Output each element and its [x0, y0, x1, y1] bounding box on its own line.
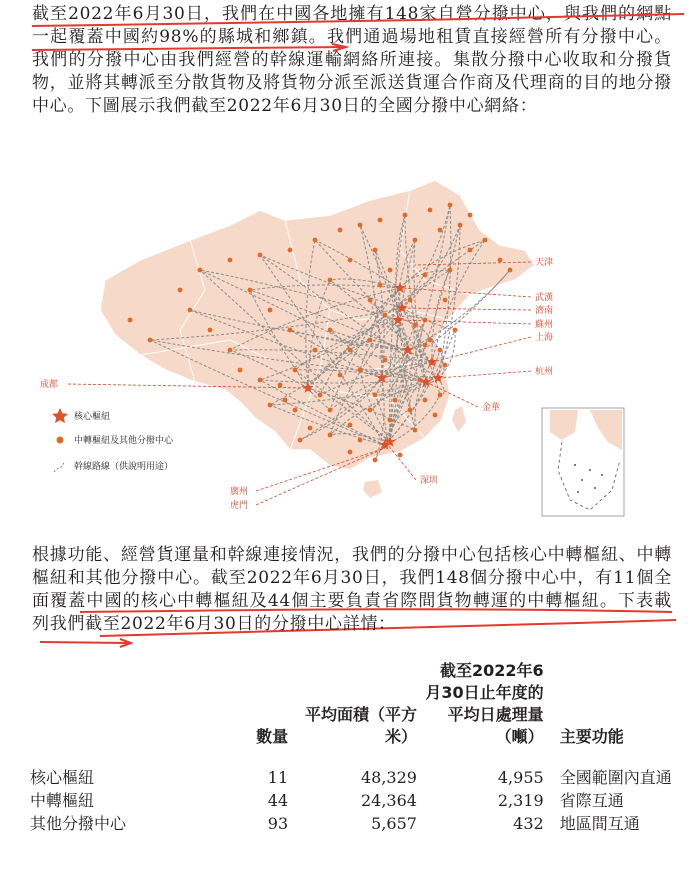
hub-dot — [383, 358, 388, 363]
city-label: 虎門 — [230, 501, 249, 511]
hub-dot — [423, 343, 428, 348]
city-label: 濟南 — [535, 306, 554, 316]
hub-dot — [228, 258, 233, 263]
header-volume: 截至2022年6月30日止年度的平均日處理量（噸） — [425, 661, 544, 746]
hub-dot — [358, 368, 363, 373]
header-count: 數量 — [256, 727, 289, 746]
hub-dot — [348, 348, 353, 353]
hub-dot — [268, 403, 273, 408]
hub-dot — [338, 228, 343, 233]
hub-dot — [368, 338, 373, 343]
cell-count: 11 — [267, 768, 289, 787]
cell-area: 24,364 — [360, 791, 417, 810]
intro-highlighted-text: 截至2022年6月30日，我們在中國各地擁有148家自營分撥中心，與我們的網點一起覆蓋中國約98%的縣城和鄉鎮 — [32, 4, 672, 47]
legend-dot-icon — [57, 437, 64, 444]
hub-dot — [178, 288, 183, 293]
hub-dot — [373, 248, 378, 253]
hub-dot — [438, 393, 443, 398]
hub-dot — [408, 408, 413, 413]
intro-body-text: 。我們通過場地租賃直接經營所有分撥中心。我們的分撥中心由我們經營的幹線運輸網絡所連接。集散分撥中心收取和分撥貨物，並將其轉派至分散貨物及將貨物分派至派送貨運合作商及代理商的目的地分撥中心。下圖展示我們截至2022年6月30日的全國分撥中心網絡： — [32, 27, 672, 116]
hub-dot — [318, 393, 323, 398]
hub-dot — [368, 298, 373, 303]
city-label: 蘇州 — [535, 320, 554, 330]
cell-function: 省際互通 — [559, 791, 624, 810]
hub-dot — [338, 373, 343, 378]
header-area: 平均面積（平方米） — [304, 705, 417, 746]
hub-dot — [228, 348, 233, 353]
hub-dot — [308, 426, 313, 431]
south-china-sea-inset — [542, 408, 624, 516]
hub-dot — [393, 398, 398, 403]
hub-dot — [368, 408, 373, 413]
hub-dot — [328, 433, 333, 438]
hub-dot — [288, 248, 293, 253]
table-header-row — [26, 660, 676, 748]
hub-dot — [413, 428, 418, 433]
city-label: 天津 — [535, 258, 554, 268]
hub-dot — [443, 363, 448, 368]
hub-dot — [428, 208, 433, 213]
cell-function: 地區間互通 — [559, 814, 640, 833]
hub-dot — [373, 458, 378, 463]
hub-dot — [428, 338, 433, 343]
legend-hub-other-label: 中轉樞紐及其他分撥中心 — [74, 436, 174, 446]
legend-star-icon — [52, 408, 68, 423]
city-label: 上海 — [535, 333, 554, 343]
cell-type: 其他分撥中心 — [30, 814, 127, 833]
hub-dot — [358, 223, 363, 228]
hub-dot — [293, 408, 298, 413]
city-leader-line — [432, 337, 531, 362]
hub-dot — [258, 378, 263, 383]
map-legend — [52, 408, 174, 472]
hub-dot — [348, 450, 353, 455]
hub-dot — [433, 413, 438, 418]
table-body — [26, 766, 676, 835]
hub-dot — [128, 318, 133, 323]
hub-dot — [453, 328, 458, 333]
hub-dot — [413, 238, 418, 243]
table-row — [26, 812, 676, 835]
hub-dot — [268, 308, 273, 313]
hub-dot — [313, 348, 318, 353]
hub-description-tail: 。下表載列我們截至2022年6月30日的分撥中心詳情： — [32, 591, 672, 634]
hub-dot — [423, 273, 428, 278]
hub-dot — [378, 218, 383, 223]
hub-dot — [278, 383, 283, 388]
hub-dot — [458, 223, 463, 228]
cell-volume: 432 — [513, 814, 544, 833]
hub-dot — [423, 318, 428, 323]
legend-core-hub-label: 核心樞紐 — [74, 412, 111, 422]
cell-area: 48,329 — [360, 768, 417, 787]
city-label: 深圳 — [420, 476, 439, 486]
hub-dot — [388, 268, 393, 273]
hub-dot — [383, 313, 388, 318]
hub-dot — [358, 438, 363, 443]
china-distribution-map — [30, 170, 670, 520]
hub-dot — [388, 418, 393, 423]
hub-dot — [283, 398, 288, 403]
hub-dot — [448, 203, 453, 208]
hub-dot — [438, 228, 443, 233]
hub-dot — [378, 283, 383, 288]
hub-dot — [348, 423, 353, 428]
hub-dot — [258, 253, 263, 258]
hub-dot — [418, 378, 423, 383]
legend-trunk-line-label: 幹線路線（供說明用途） — [74, 462, 174, 472]
hub-dot — [198, 268, 203, 273]
hub-dot — [238, 368, 243, 373]
hub-dot — [443, 298, 448, 303]
hub-dot — [413, 323, 418, 328]
hub-dot — [468, 248, 473, 253]
city-label: 廣州 — [230, 487, 249, 497]
cell-count: 44 — [267, 791, 289, 810]
hub-dot — [328, 408, 333, 413]
hub-dot — [448, 268, 453, 273]
hub-dot — [348, 258, 353, 263]
cell-volume: 2,319 — [497, 791, 544, 810]
hub-dot — [423, 398, 428, 403]
header-type — [26, 660, 203, 748]
hub-dot — [438, 348, 443, 353]
hub-dot — [188, 308, 193, 313]
table-row — [26, 766, 676, 789]
hub-description-paragraph — [32, 544, 672, 636]
hub-dot — [248, 288, 253, 293]
cell-type: 核心樞紐 — [30, 768, 95, 787]
city-label: 金華 — [482, 403, 501, 413]
hub-dot — [508, 268, 513, 273]
hub-dot — [498, 258, 503, 263]
hub-dot — [293, 368, 298, 373]
hub-dot — [298, 438, 303, 443]
hub-dot — [373, 393, 378, 398]
hub-dot — [328, 328, 333, 333]
intro-paragraph — [32, 3, 672, 118]
cell-function: 全國範圍內直通 — [559, 768, 672, 787]
hub-description-text: 根據功能、經營貨運量和幹線連接情況，我們的分撥中心包括核心中轉樞紐、中轉樞紐和其他分撥中心。截至2022年6月30日，我們148個分撥中心中， — [32, 545, 672, 588]
cell-count: 93 — [267, 814, 289, 833]
hub-dot — [403, 213, 408, 218]
hub-dot — [148, 338, 153, 343]
city-label: 杭州 — [535, 367, 554, 377]
distribution-center-table — [26, 660, 676, 835]
city-label: 武漢 — [535, 293, 554, 303]
legend-route-icon — [54, 462, 64, 472]
hub-dot — [328, 278, 333, 283]
hub-dot — [288, 328, 293, 333]
hub-dot — [408, 298, 413, 303]
city-label: 成都 — [40, 380, 59, 390]
table-row — [26, 789, 676, 812]
hub-highlighted-text: 有11個全面覆蓋中國的核心中轉樞紐及44個主要負責省際間貨物轉運的中轉樞紐 — [32, 568, 672, 611]
hub-dot — [398, 453, 403, 458]
cell-type: 中轉樞紐 — [30, 791, 95, 810]
hub-dot — [208, 328, 213, 333]
city-leader-line — [438, 371, 531, 378]
hub-dot — [313, 238, 318, 243]
cell-volume: 4,955 — [497, 768, 544, 787]
hub-dot — [468, 213, 473, 218]
header-function: 主要功能 — [559, 727, 624, 746]
cell-area: 5,657 — [371, 814, 417, 833]
hub-dot — [483, 238, 488, 243]
